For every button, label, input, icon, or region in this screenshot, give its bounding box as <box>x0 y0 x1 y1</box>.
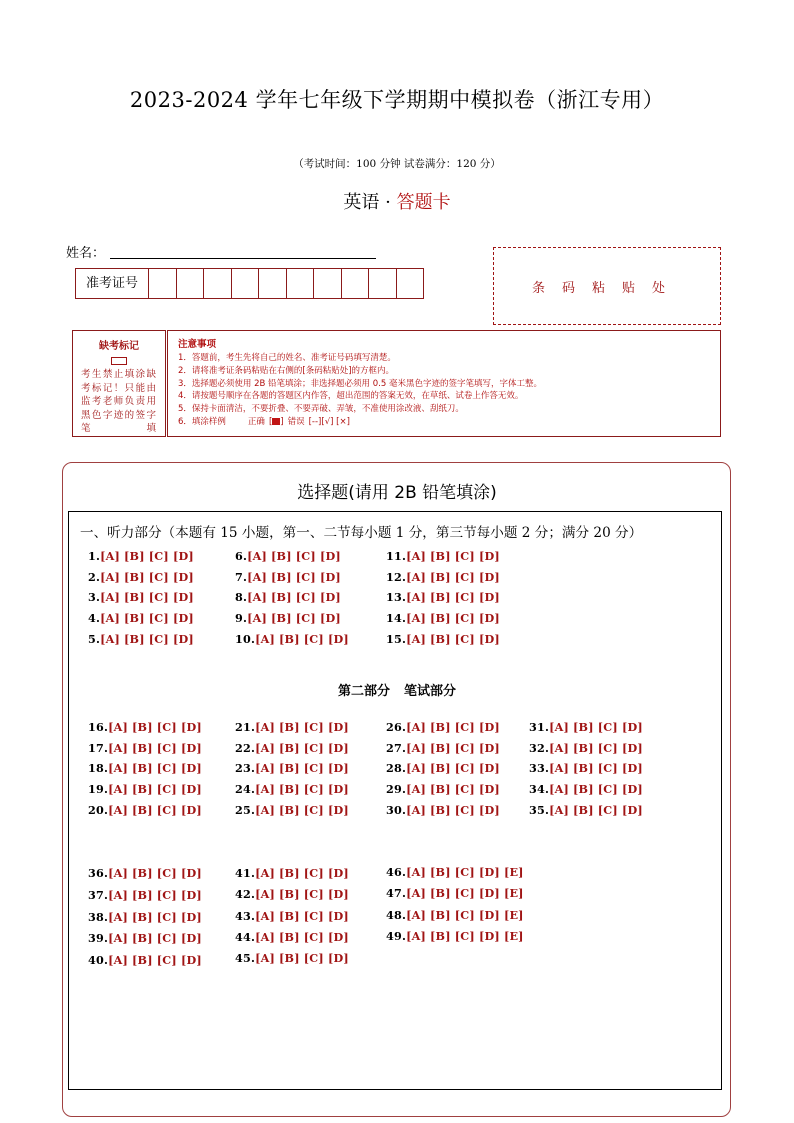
answer-options[interactable]: [A] [B] [C] [D] <box>406 569 500 584</box>
absent-mark-checkbox[interactable] <box>111 357 127 365</box>
fill-sample-label: 6．填涂样例 <box>178 416 226 427</box>
answer-options[interactable]: [A] [B] [C] [D] <box>255 782 349 797</box>
question-44[interactable] <box>235 930 349 944</box>
answer-options[interactable]: [A] [B] [C] [D] <box>108 931 202 946</box>
question-number: 22. <box>235 740 256 755</box>
question-number: 25. <box>235 802 256 817</box>
question-number: 9. <box>235 611 248 626</box>
answer-options[interactable]: [A] [B] [C] [D] <box>406 631 500 646</box>
question-49[interactable] <box>386 929 524 943</box>
question-number: 40. <box>88 953 109 968</box>
question-number: 33. <box>529 761 550 776</box>
subject-name: 英语 · <box>343 192 397 213</box>
note-item: 5．保持卡面清洁，不要折叠、不要弄破、弄皱，不准使用涂改液、刮纸刀。 <box>178 404 464 415</box>
exam-number-grid <box>75 268 424 299</box>
barcode-area: 条码粘贴处 <box>493 247 721 325</box>
question-5[interactable] <box>88 632 194 646</box>
question-number: 18. <box>88 761 109 776</box>
question-39[interactable] <box>88 931 202 945</box>
question-24[interactable] <box>235 782 349 796</box>
question-22[interactable] <box>235 741 349 755</box>
exam-number-cell[interactable] <box>314 269 342 298</box>
answer-options[interactable]: [A] [B] [C] [D] <box>255 761 349 776</box>
exam-number-cell[interactable] <box>287 269 315 298</box>
question-number: 15. <box>386 631 407 646</box>
question-33[interactable] <box>529 761 643 775</box>
answer-options[interactable]: [A] [B] [C] [D] <box>108 953 202 968</box>
answer-options[interactable]: [A] [B] [C] [D] <box>100 549 194 563</box>
absent-mark-text: 考生禁止填涂缺考标记！只能由监考老师负责用黑色字迹的签字笔填 <box>81 369 157 434</box>
question-34[interactable] <box>529 782 643 796</box>
answer-options[interactable]: [A] [B] [C] [D] <box>255 631 349 646</box>
question-number: 5. <box>88 631 101 646</box>
answer-options[interactable]: [A] [B] [C] [D] <box>108 761 202 776</box>
answer-options[interactable]: [A] [B] [C] [D] <box>100 611 194 626</box>
answer-options[interactable]: [A] [B] [C] [D] <box>255 866 349 880</box>
answer-options[interactable]: [A] [B] [C] [D] <box>108 720 202 734</box>
question-36[interactable] <box>88 866 202 880</box>
exam-info: （考试时间：100 分钟 试卷满分：120 分） <box>293 158 501 170</box>
question-26[interactable] <box>386 720 500 734</box>
question-47[interactable] <box>386 886 524 900</box>
answer-options[interactable]: [A] [B] [C] [D] <box>255 929 349 944</box>
question-number: 44. <box>235 929 256 944</box>
question-number: 27. <box>386 740 407 755</box>
question-number: 14. <box>386 611 407 626</box>
question-number: 28. <box>386 761 407 776</box>
question-28[interactable] <box>386 761 500 775</box>
name-field[interactable] <box>110 258 376 259</box>
question-number: 17. <box>88 740 109 755</box>
question-number: 11. <box>386 549 407 563</box>
question-38[interactable] <box>88 910 202 924</box>
question-4[interactable] <box>88 611 194 625</box>
answer-options[interactable]: [A] [B] [C] [D] <box>100 631 194 646</box>
question-number: 19. <box>88 782 109 797</box>
question-number: 45. <box>235 951 256 966</box>
answer-options[interactable]: [A] [B] [C] [D] <box>255 951 349 966</box>
absent-mark-title: 缺考标记 <box>99 341 139 352</box>
answer-options[interactable]: [A] [B] [C] [D] <box>549 720 643 734</box>
answer-options[interactable]: [A] [B] [C] [D] <box>100 569 194 584</box>
question-number: 12. <box>386 569 407 584</box>
wrong-label: 错误 <box>287 416 305 427</box>
question-18[interactable] <box>88 761 202 775</box>
question-number: 4. <box>88 611 101 626</box>
answer-options[interactable]: [A] [B] [C] [D] <box>255 802 349 817</box>
question-20[interactable] <box>88 803 202 817</box>
answer-options[interactable]: [A] [B] [C] [D] [E] <box>406 907 524 922</box>
fill-sample-row <box>178 416 720 429</box>
answer-options[interactable]: [A] [B] [C] [D] <box>549 761 643 776</box>
listening-heading: 一、听力部分（本题有 15 小题，第一、二节每小题 1 分，第三节每小题 2 分；满分 20 分） <box>80 525 643 541</box>
answer-options[interactable]: [A] [B] [C] [D] <box>108 802 202 817</box>
notes-title: 注意事项 <box>178 339 217 350</box>
answer-options[interactable]: [A] [B] [C] [D] <box>108 909 202 924</box>
exam-number-cell[interactable] <box>232 269 260 298</box>
subject-title <box>0 188 794 214</box>
question-number: 21. <box>235 720 256 734</box>
question-46[interactable] <box>386 865 524 879</box>
answer-sheet-label: 答题卡 <box>396 192 451 213</box>
question-13[interactable] <box>386 590 500 604</box>
question-9[interactable] <box>235 611 341 625</box>
written-part-name: 笔试部分 <box>404 684 457 699</box>
question-number: 34. <box>529 782 550 797</box>
question-2[interactable] <box>88 570 194 584</box>
notes-box <box>167 330 721 437</box>
exam-number-cell[interactable] <box>149 269 177 298</box>
answer-options[interactable]: [A] [B] [C] [D] [E] <box>406 865 524 879</box>
question-10[interactable] <box>235 632 349 646</box>
question-15[interactable] <box>386 632 500 646</box>
answer-options[interactable]: [A] [B] [C] [D] <box>255 740 349 755</box>
question-number: 7. <box>235 569 248 584</box>
question-number: 23. <box>235 761 256 776</box>
exam-number-cell[interactable] <box>397 269 424 298</box>
name-label: 姓名： <box>66 246 106 261</box>
answer-options[interactable]: [A] [B] [C] [D] <box>406 549 500 563</box>
answer-options[interactable]: [A] [B] [C] [D] <box>549 802 643 817</box>
question-number: 32. <box>529 740 550 755</box>
answer-options[interactable]: [A] [B] [C] [D] <box>406 720 500 734</box>
correct-sample: [ ] <box>268 416 284 427</box>
question-31[interactable] <box>529 720 643 734</box>
question-number: 30. <box>386 802 407 817</box>
question-number: 26. <box>386 720 407 734</box>
absent-mark-box <box>72 330 166 437</box>
question-number: 39. <box>88 931 109 946</box>
answer-options[interactable]: [A] [B] [C] [D] <box>100 590 194 605</box>
answer-options[interactable]: [A] [B] [C] [D] <box>406 611 500 626</box>
answer-options[interactable]: [A] [B] [C] [D] <box>108 866 202 880</box>
answer-options[interactable]: [A] [B] [C] [D] <box>406 590 500 605</box>
answer-options[interactable]: [A] [B] [C] [D] <box>406 782 500 797</box>
question-8[interactable] <box>235 590 341 604</box>
question-35[interactable] <box>529 803 643 817</box>
question-43[interactable] <box>235 909 349 923</box>
question-41[interactable] <box>235 866 349 880</box>
question-number: 6. <box>235 549 248 563</box>
answer-options[interactable]: [A] [B] [C] [D] <box>549 740 643 755</box>
question-3[interactable] <box>88 590 194 604</box>
question-number: 13. <box>386 590 407 605</box>
question-42[interactable] <box>235 887 349 901</box>
wrong-samples: [--][√] [×] <box>308 416 350 427</box>
exam-number-cell[interactable] <box>204 269 232 298</box>
exam-number-cell[interactable] <box>342 269 370 298</box>
filled-mark-icon <box>272 418 280 425</box>
question-number: 42. <box>235 887 256 902</box>
question-number: 47. <box>386 886 407 901</box>
question-21[interactable] <box>235 720 349 734</box>
question-number: 29. <box>386 782 407 797</box>
question-27[interactable] <box>386 741 500 755</box>
question-6[interactable] <box>235 549 341 563</box>
answer-options[interactable]: [A] [B] [C] [D] <box>406 740 500 755</box>
question-number: 37. <box>88 887 109 902</box>
answer-options[interactable]: [A] [B] [C] [D] <box>108 782 202 797</box>
question-number: 8. <box>235 590 248 605</box>
question-29[interactable] <box>386 782 500 796</box>
question-30[interactable] <box>386 803 500 817</box>
question-number: 24. <box>235 782 256 797</box>
question-number: 1. <box>88 549 101 563</box>
answer-options[interactable]: [A] [B] [C] [D] <box>108 740 202 755</box>
note-item: 2．请将准考证条码粘贴在右侧的[条码粘贴处]的方框内。 <box>178 365 395 376</box>
correct-label: 正确 <box>247 416 265 427</box>
question-number: 49. <box>386 928 407 943</box>
answer-options[interactable]: [A] [B] [C] [D] <box>247 590 341 605</box>
question-number: 2. <box>88 569 101 584</box>
question-7[interactable] <box>235 570 341 584</box>
question-23[interactable] <box>235 761 349 775</box>
answer-options[interactable]: [A] [B] [C] [D] <box>255 908 349 923</box>
question-number: 41. <box>235 866 256 880</box>
written-heading <box>0 680 794 699</box>
question-number: 36. <box>88 866 109 880</box>
question-number: 10. <box>235 631 256 646</box>
exam-number-cell[interactable] <box>259 269 287 298</box>
exam-number-cell[interactable] <box>177 269 205 298</box>
question-number: 3. <box>88 590 101 605</box>
question-17[interactable] <box>88 741 202 755</box>
question-12[interactable] <box>386 570 500 584</box>
answer-options[interactable]: [A] [B] [C] [D] <box>406 761 500 776</box>
answer-options[interactable]: [A] [B] [C] [D] <box>247 569 341 584</box>
question-1[interactable] <box>88 549 194 563</box>
answer-options[interactable]: [A] [B] [C] [D] <box>247 611 341 626</box>
question-number: 31. <box>529 720 550 734</box>
question-number: 35. <box>529 802 550 817</box>
answer-options[interactable]: [A] [B] [C] [D] [E] <box>406 928 524 943</box>
exam-number-label: 准考证号 <box>76 269 149 298</box>
question-48[interactable] <box>386 908 524 922</box>
question-number: 43. <box>235 908 256 923</box>
question-19[interactable] <box>88 782 202 796</box>
note-item: 4．请按题号顺序在各题的答题区内作答，超出范围的答案无效，在草纸、试卷上作答无效。 <box>178 391 524 402</box>
answer-options[interactable]: [A] [B] [C] [D] [E] <box>406 886 524 901</box>
answer-options[interactable]: [A] [B] [C] [D] <box>255 887 349 902</box>
question-37[interactable] <box>88 888 202 902</box>
question-number: 48. <box>386 907 407 922</box>
question-14[interactable] <box>386 611 500 625</box>
answer-options[interactable]: [A] [B] [C] [D] <box>247 549 341 563</box>
question-11[interactable] <box>386 549 500 563</box>
question-number: 16. <box>88 720 109 734</box>
note-item: 1．答题前，考生先将自己的姓名、准考证号码填写清楚。 <box>178 353 396 363</box>
answer-options[interactable]: [A] [B] [C] [D] <box>255 720 349 734</box>
page-title: 2023-2024 学年七年级下学期期中模拟卷（浙江专用） <box>129 88 665 112</box>
question-16[interactable] <box>88 720 202 734</box>
question-number: 20. <box>88 802 109 817</box>
question-25[interactable] <box>235 803 349 817</box>
question-40[interactable] <box>88 953 202 967</box>
exam-number-cell[interactable] <box>369 269 397 298</box>
answer-options[interactable]: [A] [B] [C] [D] <box>108 887 202 902</box>
answer-options[interactable]: [A] [B] [C] [D] <box>406 802 500 817</box>
question-45[interactable] <box>235 951 349 965</box>
question-32[interactable] <box>529 741 643 755</box>
note-item: 3．选择题必须使用 2B 铅笔填涂；非选择题必须用 0.5 毫米黑色字迹的签字笔填写，字体工整。 <box>178 378 542 389</box>
question-number: 38. <box>88 909 109 924</box>
choice-section-title: 选择题(请用 2B 铅笔填涂) <box>297 483 497 503</box>
answer-options[interactable]: [A] [B] [C] [D] <box>549 782 643 797</box>
question-number: 46. <box>386 865 407 879</box>
written-part-label: 第二部分 <box>337 684 390 699</box>
